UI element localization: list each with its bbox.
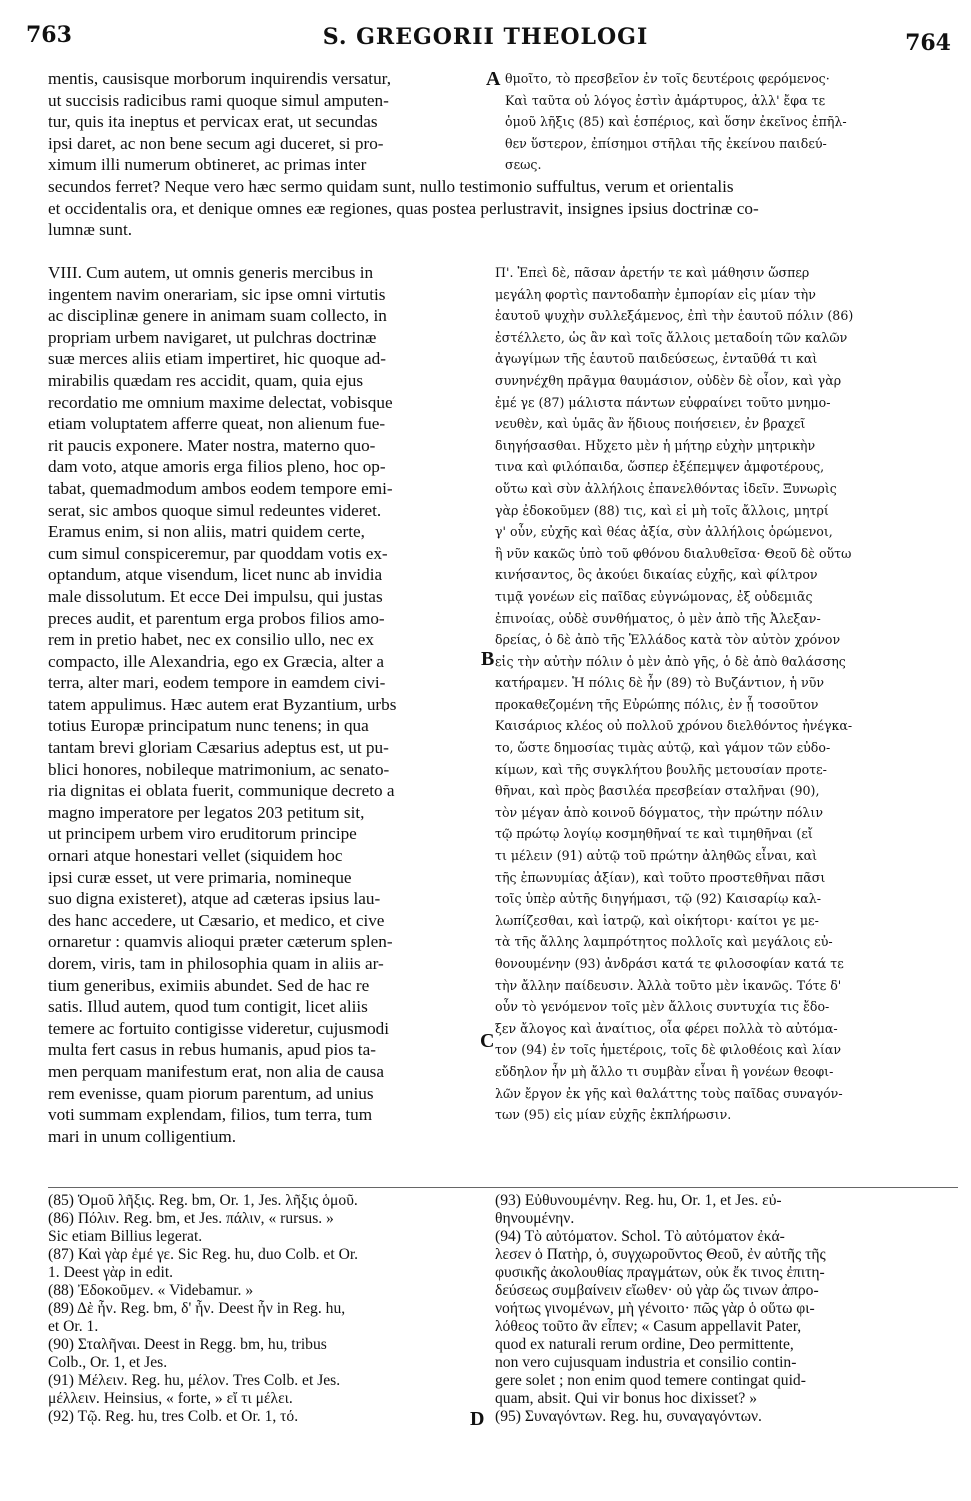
text-line: rem evenisse, quam piorum parentum, ad unius bbox=[48, 1083, 374, 1103]
text-line: multa fert casus in rebus humanis, apud pios ta- bbox=[48, 1040, 376, 1060]
text-line: θμοῖτο, τὸ πρεσβεῖον ἐν τοῖς δευτέροις φερόμενος· bbox=[505, 71, 830, 86]
text-line: το, ὥστε δημοσίας τιμὰς αὐτῷ, καὶ γάμον τῶν εὐδο- bbox=[495, 740, 831, 756]
text-line: τιμᾷ γονέων εἰς παῖδας εὐγνώμονας, ἐξ οὐδεμιᾶς bbox=[495, 588, 813, 604]
text-line: etiam voluptatem afferre queat, non alienum fue- bbox=[48, 414, 386, 434]
text-line: et occidentalis ora, et denique omnes eæ regiones, quas postea perlustravit, insignes ipsius doctrinæ co- bbox=[48, 198, 759, 218]
footnote-line: Sic etiam Billius legerat. bbox=[48, 1228, 203, 1245]
text-line: VIII. Cum autem, ut omnis generis mercibus in bbox=[48, 263, 374, 282]
text-line: οὖν τὸ γενόμενον τοῖς μὲν ἄλλοις συντυχία τις ἔδο- bbox=[495, 999, 830, 1015]
text-line: κατήραμεν. Ἡ πόλις δὲ ἦν (89) τὸ Βυζάντιον, ἡ νῦν bbox=[495, 675, 825, 691]
footnote-line: (90) Σταλῆναι. Deest in Regg. bm, hu, tribus bbox=[48, 1336, 327, 1353]
text-line: εὔδηλον ἦν μὴ ἄλλο τι συμβὰν εἶναι ἢ γονέων θεοφι- bbox=[495, 1063, 834, 1079]
greek-column bbox=[495, 262, 957, 1126]
top-full-width-text bbox=[48, 176, 958, 241]
text-line: τοῖς ὑπὲρ αὐτῆς διηγήμασι, τῷ (92) Καισαρίῳ καλ- bbox=[495, 891, 822, 907]
page-number-left: 763 bbox=[26, 22, 72, 48]
text-line: τον (94) ἐν τοῖς ἡμετέροις, τοῖς δὲ φιλοθέοις καὶ λίαν bbox=[495, 1042, 842, 1058]
text-line: tium generibus, eximiis abundet. Sed de hac re bbox=[48, 975, 370, 995]
text-line: θονουμένην (93) ἀνδράσι κατά τε φιλοσοφίαν κατά τε bbox=[495, 956, 844, 971]
text-line: Eramus enim, si non aliis, matri quidem certe, bbox=[48, 522, 365, 542]
text-line: προκαθεζομένη τῆς Εὐρώπης πόλις, ἐν ᾗ τοσοῦτον bbox=[495, 696, 819, 712]
margin-marker-c: C bbox=[480, 1030, 495, 1052]
text-line: λῶν ἔργον ἐκ γῆς καὶ θαλάττης τοὺς παῖδας συναγόν- bbox=[495, 1085, 843, 1101]
footnote-line: quod ex naturali rerum ordine, Deo permittente, bbox=[495, 1336, 794, 1353]
text-line: preces audit, et parentum erga probos filios amo- bbox=[48, 608, 385, 628]
text-line: propriam urbem navigaret, ut pulchras doctrinæ bbox=[48, 327, 377, 347]
text-line: recordatio me omnium maxime delectat, vobisque bbox=[48, 392, 393, 412]
text-line: δρείας, ὁ δὲ ἀπὸ τῆς Ἑλλάδος κατὰ τὸν αὐτὸν χρόνον bbox=[495, 632, 841, 648]
running-title: S. GREGORII THEOLOGI bbox=[322, 24, 649, 50]
footnotes-right bbox=[495, 1192, 957, 1426]
text-line: suo digna existeret), atque ad cæteras ipsius lau- bbox=[48, 889, 381, 909]
text-line: rit paucis exponere. Mater nostra, materno quo- bbox=[48, 435, 376, 455]
footnote-line: (87) Καὶ γὰρ ἐμέ γε. Sic Reg. hu, duo Colb. et Or. bbox=[48, 1246, 359, 1263]
page-number-right: 764 bbox=[905, 30, 951, 56]
text-line: τι μέλειν (91) αὐτῷ τοῦ πρώτην ἀληθῶς εἶναι, καὶ bbox=[495, 848, 818, 864]
text-line: γ' οὖν, εὐχῆς καὶ θέας ἀξία, σὺν ἀλλήλοις ὁρώμενοι, bbox=[495, 524, 833, 540]
text-line: κινήσαντος, ὃς ἀκούει δικαίας εὐχῆς, καὶ φίλτρον bbox=[495, 567, 818, 583]
text-line: blici honores, nobileque matrimonium, ac senato- bbox=[48, 759, 390, 779]
text-line: θῆναι, καὶ πρὸς βασιλέα πρεσβείαν σταλῆναι (90), bbox=[495, 783, 820, 799]
text-line: dorem, viris, tam in philosophia quam in aliis ar- bbox=[48, 954, 384, 973]
text-line: κίμων, καὶ τῆς συγκλήτου βουλῆς μετουσίαν προτε- bbox=[495, 761, 827, 777]
text-line: λωπίζεσθαι, καὶ ἰατρῷ, καὶ οἰκήτορι· καίτοι γε με- bbox=[495, 912, 819, 928]
text-line: ipsi daret, ac non bene secum agi duceret, si pro- bbox=[48, 133, 384, 153]
text-line: terra, alter mari, eodem tempore in eamdem civi- bbox=[48, 673, 386, 693]
text-line: θεν ὕστερον, ἐπίσημοι στῆλαι τῆς ἐκείνου παιδεύ- bbox=[505, 135, 827, 151]
text-line: ac disciplinæ genere in animam suam collecto, in bbox=[48, 306, 387, 326]
text-line: lumnæ sunt. bbox=[48, 220, 133, 240]
footnote-line: (88) Ἐδοκοῦμεν. « Videbamur. » bbox=[48, 1282, 254, 1299]
footnotes-left bbox=[48, 1192, 476, 1426]
text-line: suæ merces aliis etiam impertiret, hic quoque ad- bbox=[48, 349, 386, 369]
text-line: cum simul conspiceremur, par quoddam votis ex- bbox=[48, 543, 388, 563]
text-line: νευθὲν, καὶ ὑμᾶς ἂν ἥδιους ποιήσειεν, ἐν βραχεῖ bbox=[495, 416, 806, 432]
text-line: optandum, atque visendum, licet nunc ab invidia bbox=[48, 565, 383, 585]
text-line: τὰ τῆς ἄλλης λαμπρότητος πολλοῖς καὶ μεγάλοις εὐ- bbox=[495, 934, 833, 950]
footnote-line: (94) Τὸ αὐτόματον. Schol. Τὸ αὐτόματον ἐκά- bbox=[495, 1228, 785, 1245]
footnote-divider bbox=[48, 1187, 958, 1188]
text-line: ἣ νῦν κακῶς ὑπὸ τοῦ φθόνου διαλυθεῖσα· Θεοῦ δὲ οὕτω bbox=[495, 545, 852, 561]
footnote-line: (92) Τῷ. Reg. hu, tres Colb. et Or. 1, τό. bbox=[48, 1408, 299, 1425]
text-line: ἐστέλλετο, ὡς ἂν καὶ τοῖς ἄλλοις μεταδοίη τῶν καλῶν bbox=[495, 329, 848, 345]
text-line: mari in unum colligentium. bbox=[48, 1126, 237, 1146]
text-line: τὴν ἄλλην παίδευσιν. Ἀλλὰ τοῦτο μὲν ἱκανῶς. Τότε δ' bbox=[495, 977, 842, 993]
text-line: des hanc accedere, ut Cæsario, et medico, et cive bbox=[48, 910, 385, 930]
footnote-line: δεύσεως συμβαίνειν εἴωθεν· οὐ γὰρ ὥς τινων ἀπρο- bbox=[495, 1282, 819, 1299]
text-line: ξεν ἄλογος καὶ ἀναίτιος, οἷα φέρει πολλὰ τὸ αὐτόμα- bbox=[495, 1020, 838, 1036]
footnote-line: φυσικῆς ἀκολουθίας πραγμάτων, οὐκ ἔκ τινος ἐπιτη- bbox=[495, 1264, 825, 1281]
footnote-line: non vero cujusquam industria et consilio contin- bbox=[495, 1354, 797, 1371]
footnote-line: (85) Ὁμοῦ λῆξις. Reg. bm, Or. 1, Jes. λῆξις ὁμοῦ. bbox=[48, 1192, 358, 1209]
text-line: των (95) εἰς μίαν εὐχῆς ἐκπλήρωσιν. bbox=[495, 1107, 732, 1123]
margin-marker-a: A bbox=[486, 68, 501, 90]
text-line: serat, sic ambos quoque simul redeuntes videret. bbox=[48, 500, 382, 520]
footnote-line: Colb., Or. 1, et Jes. bbox=[48, 1354, 168, 1371]
text-line: mentis, causisque morborum inquirendis versatur, bbox=[48, 69, 391, 88]
text-line: ἐμέ γε (87) μάλιστα πάντων εὐφραίνει τοῦτο μνημο- bbox=[495, 394, 831, 410]
text-line: ximum illi numerum obtineret, ac primas inter bbox=[48, 155, 367, 175]
footnote-line: gere solet ; non enim quod temere contingat quid- bbox=[495, 1372, 806, 1389]
footnote-line: 1. Deest γὰρ in edit. bbox=[48, 1264, 174, 1281]
text-line: ipsi curæ esset, ut vere primaria, nomineque bbox=[48, 867, 352, 887]
latin-column bbox=[48, 262, 476, 1147]
text-line: εἰς τὴν αὐτὴν πόλιν ὁ μὲν ἀπὸ γῆς, ὁ δὲ ἀπὸ θαλάσσης bbox=[495, 653, 846, 669]
text-line: διηγήσασθαι. Ηὔχετο μὲν ἡ μήτηρ εὐχὴν μητρικὴν bbox=[495, 437, 816, 453]
footnote-line: (95) Συναγόντων. Reg. hu, συναγαγόντων. bbox=[495, 1408, 762, 1425]
text-line: συνηνέχθη πρᾶγμα θαυμάσιον, οὐδὲν δὲ οἷον, καὶ γὰρ bbox=[495, 372, 842, 388]
footnote-line: θηνουμένην. bbox=[495, 1210, 575, 1227]
margin-marker-d: D bbox=[470, 1408, 485, 1430]
text-line: mirabilis quædam res accidit, quam, quia ejus bbox=[48, 370, 364, 390]
text-line: secundos ferret? Neque vero hæc sermo quidam sunt, nullo testimonio suffultus, verum et orientalis bbox=[48, 177, 734, 196]
top-greek-column bbox=[505, 68, 953, 176]
text-line: ἀγωγίμων τῆς ἑαυτοῦ παιδεύσεως, ἐνταῦθά τι καὶ bbox=[495, 351, 818, 367]
text-line: Καὶ ταῦτα οὐ λόγος ἐστὶν ἀμάρτυρος, ἀλλ' ἔφα τε bbox=[505, 92, 826, 108]
text-line: temere ac fortuito contigisse videretur, cujusmodi bbox=[48, 1018, 390, 1038]
text-line: voti summam explendam, filios, tum terra, tum bbox=[48, 1105, 373, 1125]
footnote-line: quam, absit. Qui vir bonus hoc dixisset? » bbox=[495, 1390, 758, 1407]
text-line: rem in pretio habet, nec ex consilio ullo, nec ex bbox=[48, 630, 374, 650]
text-line: Καισάριος κλέος οὐ πολλοῦ χρόνου διελθόντος ἠνέγκα- bbox=[495, 718, 853, 734]
text-line: τινα καὶ φιλόπαιδα, ὥσπερ ἐξέπεμψεν ἀμφοτέρους, bbox=[495, 459, 825, 475]
footnote-line: (86) Πόλιν. Reg. bm, et Jes. πάλιν, « rursus. » bbox=[48, 1210, 334, 1227]
text-line: compacto, ille Alexandria, ego ex Græcia, alter a bbox=[48, 651, 384, 671]
text-line: ornari atque honestari vellet (siquidem hoc bbox=[48, 846, 343, 866]
margin-marker-b: B bbox=[481, 648, 495, 670]
text-line: satis. Illud autem, quod tum contigit, licet aliis bbox=[48, 997, 368, 1017]
text-line: σεως. bbox=[505, 157, 542, 173]
footnote-line: et Or. 1. bbox=[48, 1318, 99, 1335]
text-line: men perquam manifestum erat, non alia de causa bbox=[48, 1061, 384, 1081]
text-line: ingentem navim onerariam, sic ipse omni virtutis bbox=[48, 284, 386, 304]
text-line: tantam brevi gloriam Cæsarius adeptus est, ut pu- bbox=[48, 738, 389, 758]
text-line: οὕτω καὶ σὺν ἀλλήλοις ἐπανελθόντας ἰδεῖν. Ξυνωρὶς bbox=[495, 480, 837, 496]
text-line: dam voto, atque amoris erga filios pleno, hoc op- bbox=[48, 457, 386, 477]
text-line: magno imperatore per legatos 203 petitum sit, bbox=[48, 802, 365, 822]
text-line: Π'. Ἐπεὶ δὲ, πᾶσαν ἀρετήν τε καὶ μάθησιν ὥσπερ bbox=[495, 265, 810, 280]
footnote-line: λόθεος τοῦτο ἂν εἶπεν; « Casum appellavit Pater, bbox=[495, 1318, 802, 1335]
footnote-line: (93) Εὐθυνουμένην. Reg. hu, Or. 1, et Jes. εὐ- bbox=[495, 1192, 782, 1209]
text-line: tatem appulimus. Hæc autem erat Byzantium, urbs bbox=[48, 694, 397, 714]
footnote-line: (91) Μέλειν. Reg. hu, μέλον. Tres Colb. et Jes. bbox=[48, 1372, 341, 1389]
text-line: ut succisis radicibus rami quoque simul amputen- bbox=[48, 90, 389, 110]
footnote-line: (89) Δὲ ἦν. Reg. bm, δ' ἦν. Deest ἦν in Reg. hu, bbox=[48, 1300, 346, 1317]
footnote-line: μέλλειν. Heinsius, « forte, » εἴ τι μέλει. bbox=[48, 1390, 293, 1407]
text-line: ὁμοῦ λῆξις (85) καὶ ἑσπέριος, καὶ ὅσην ἐκεῖνος ἐπῆλ- bbox=[505, 114, 847, 130]
text-line: τῷ πρώτῳ λογίῳ κοσμηθῆναί τε καὶ τιμηθῆναι (εἴ bbox=[495, 826, 813, 842]
footnote-line: νοήτως γινομένων, μὴ γένοιτο· πῶς γὰρ ὁ οὕτω φι- bbox=[495, 1300, 815, 1317]
text-line: γὰρ ἐδοκοῦμεν (88) τις, καὶ εἰ μὴ τοῖς ἄλλοις, μητρί bbox=[495, 502, 829, 518]
top-latin-column bbox=[48, 68, 490, 176]
text-line: ria dignitas ei oblata fuerit, communique decreto a bbox=[48, 781, 395, 801]
text-line: τὸν μέγαν ἀπὸ κοινοῦ δόγματος, τὴν πρώτην πόλιν bbox=[495, 804, 823, 820]
text-line: μεγάλη φορτὶς παντοδαπὴν ἐμπορίαν εἰς μίαν τὴν bbox=[495, 286, 816, 302]
text-line: ἑαυτοῦ ψυχὴν συλλεξάμενος, ἐπὶ τὴν ἑαυτοῦ πόλιν (86) bbox=[495, 308, 854, 324]
text-line: tur, quis ita ineptus et pervicax erat, ut secundas bbox=[48, 112, 378, 132]
text-line: τῆς ἐπωνυμίας ἀξίαν), καὶ τοῦτο προστεθῆναι πᾶσι bbox=[495, 869, 826, 885]
footnote-line: λεσεν ὁ Πατὴρ, ὁ, συγχωροῦντος Θεοῦ, ἐν αὐτῆς τῆς bbox=[495, 1246, 826, 1263]
text-line: tabat, quemadmodum ambos eodem tempore emi- bbox=[48, 478, 393, 498]
text-line: totius Europæ principatum nunc tenens; in qua bbox=[48, 716, 369, 736]
text-line: ἐπινοίας, οὐδὲ συνθήματος, ὁ μὲν ἀπὸ τῆς Ἀλεξαν- bbox=[495, 610, 821, 626]
text-line: ut principem urbem viro eruditorum principe bbox=[48, 824, 357, 844]
text-line: male dissolutum. Et ecce Dei impulsu, qui justas bbox=[48, 586, 383, 606]
text-line: ornaretur : quamvis alioqui præter cæterum splen- bbox=[48, 932, 393, 952]
